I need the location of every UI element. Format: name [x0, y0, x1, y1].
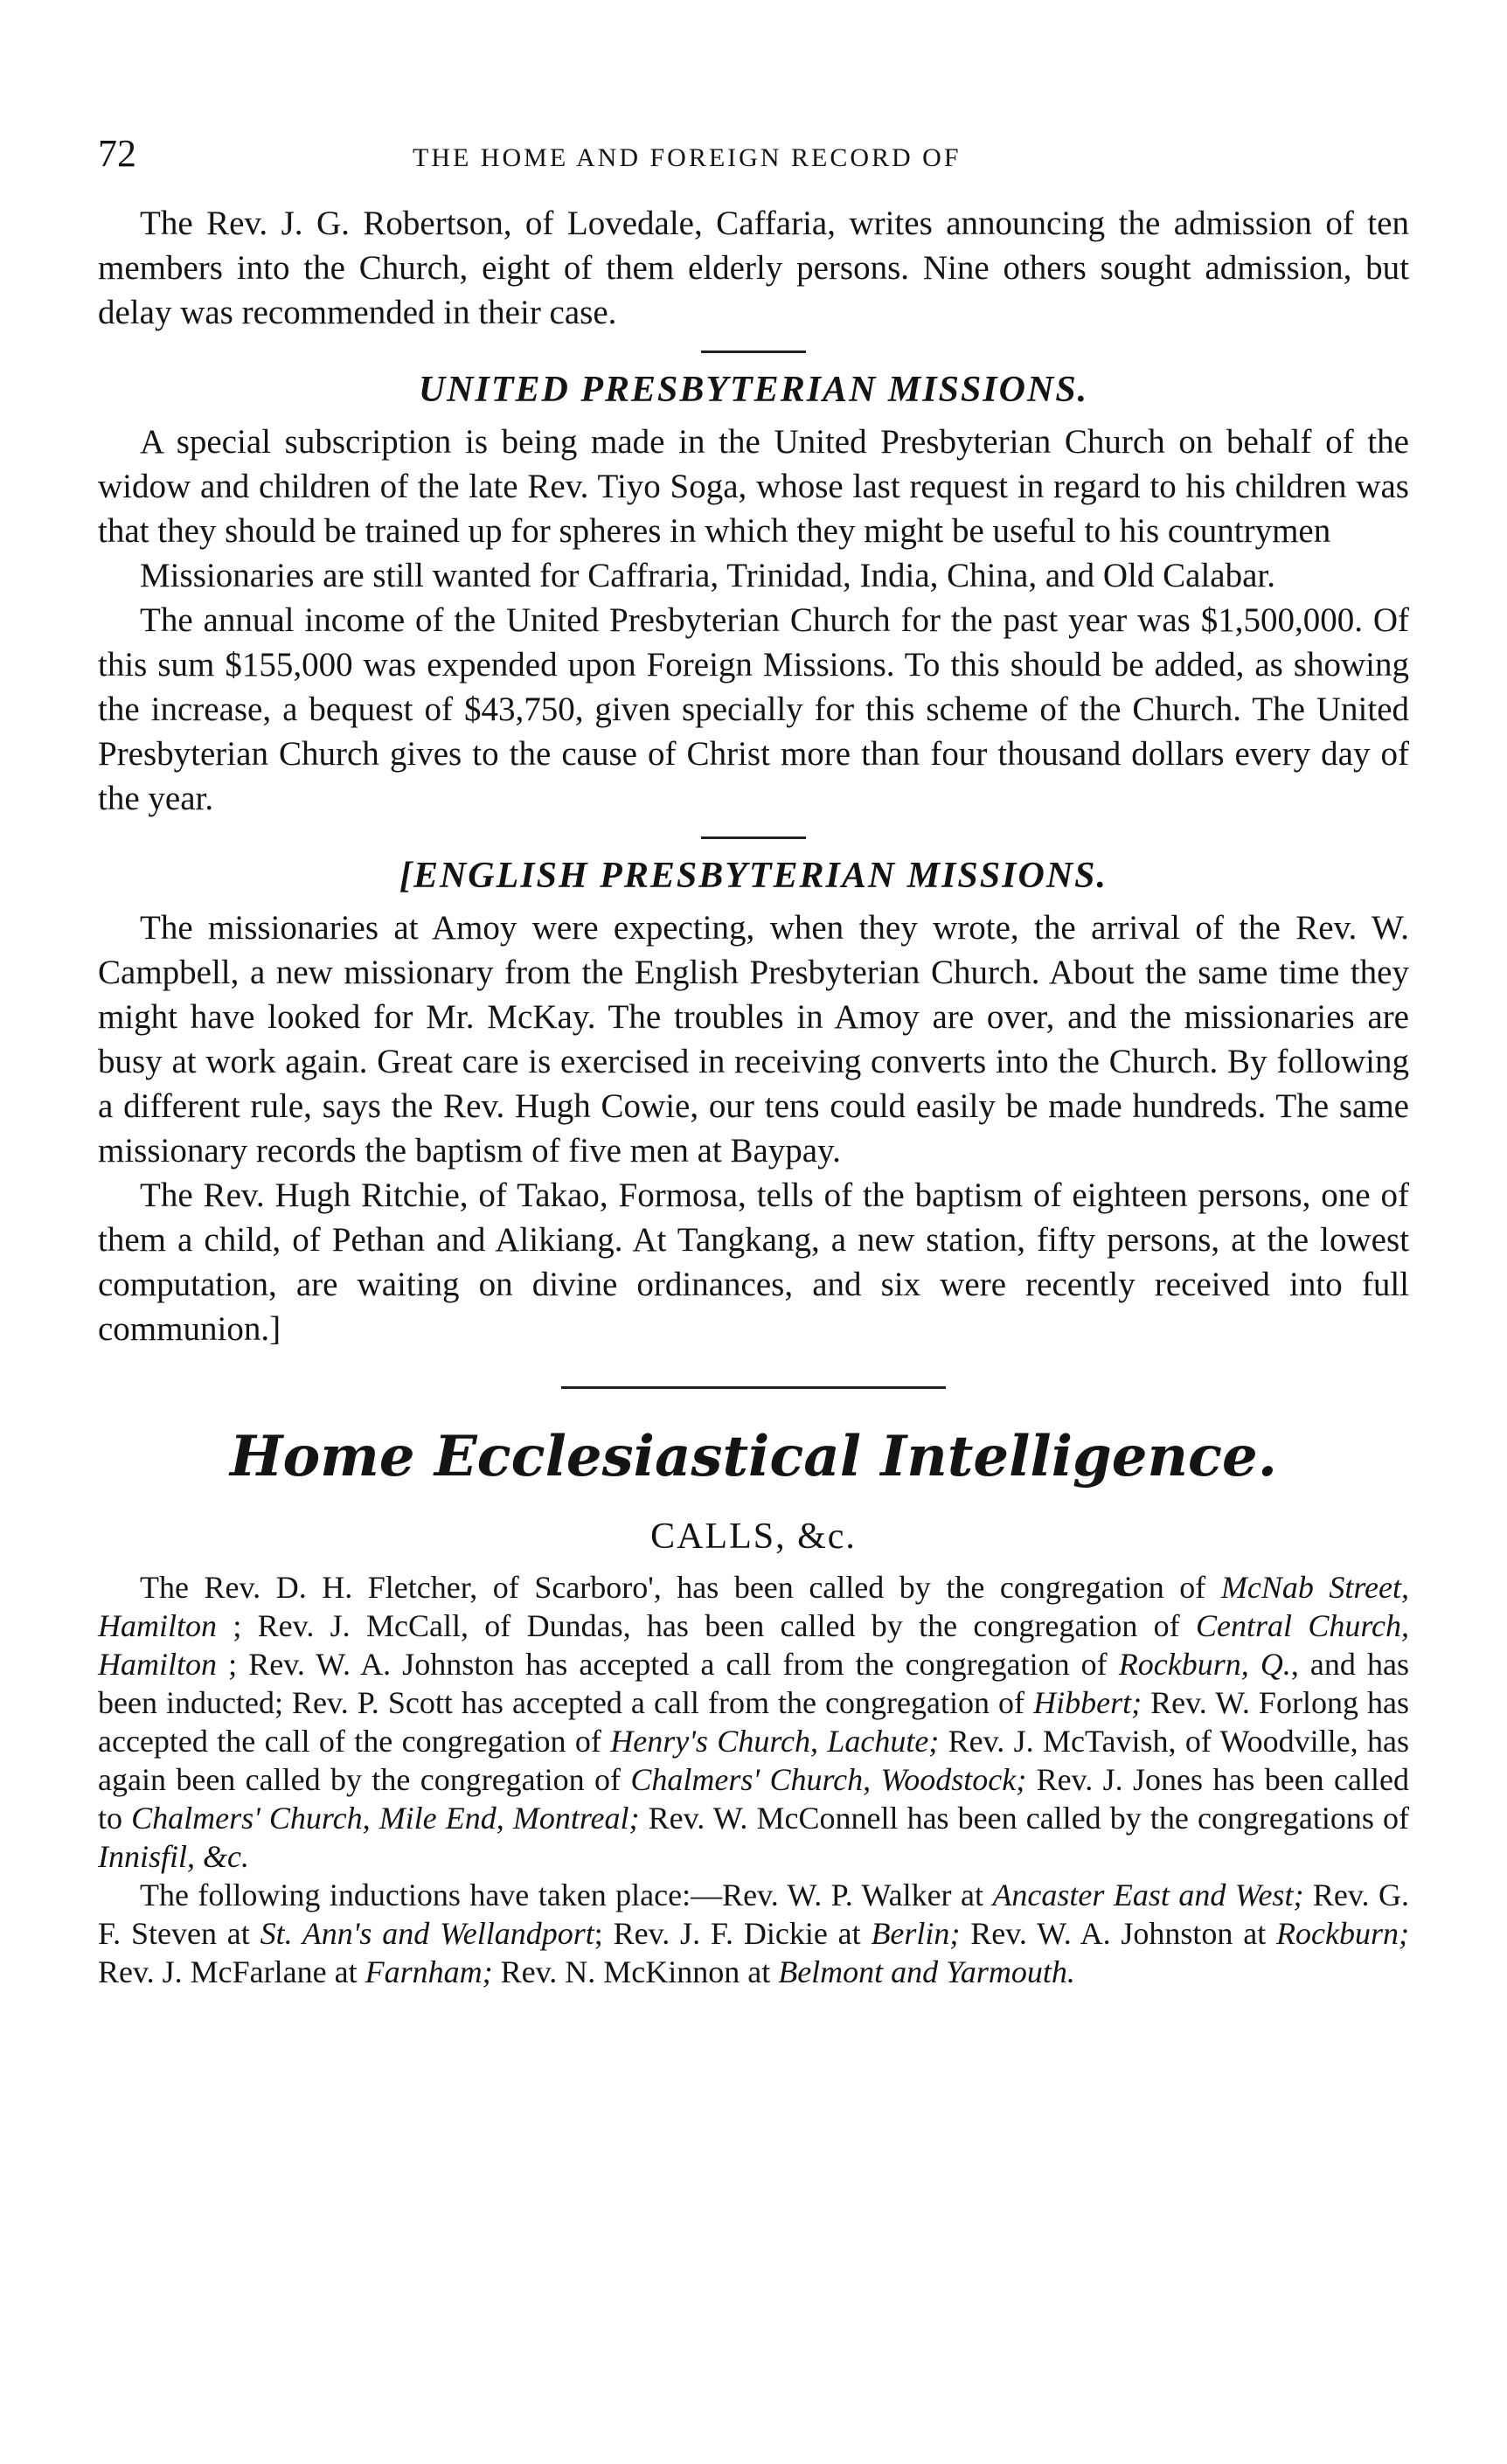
- united-paragraph-2: Missionaries are still wanted for Caffraria, Trinidad, India, China, and Old Calabar.: [140, 557, 1275, 594]
- calls-paragraph: The Rev. D. H. Fletcher, of Scarboro', has been called by the congregation of McNab Street, Hamilton ; Rev. J. McCall, of Dundas, has been called by the congregation of Central Church, Hamilton ; Rev. W. A. Johnston has accepted a call from the congregation of Rockburn, Q., and has been inducted; Rev. P. Scott has accepted a call from the congregation of Hibbert; Rev. W. Forlong has accepted the call of the congregation of Henry's Church, Lachute; Rev. J. McTavish, of Woodville, has again been called by the congregation of Chalmers' Church, Woodstock; Rev. J. Jones has been called to Chalmers' Church, Mile End, Montreal; Rev. W. McConnell has been called by the congregations of Innisfil, &c.: [98, 1570, 1410, 1874]
- united-paragraph-1: A special subscription is being made in the United Presbyterian Church on behalf of the widow and children of the late Rev. Tiyo Soga, whose last request in regard to his children was that they should be trained up for spheres in which they might be useful to his countrymen: [98, 423, 1409, 550]
- home-intelligence-heading: Home Ecclesiastical Intelligence.: [229, 1424, 1278, 1489]
- english-paragraph-1: The missionaries at Amoy were expecting, when they wrote, the arrival of the Rev. W. Campbell, a new missionary from the English Presbyterian Church. About the same time they might have looked for Mr. McKay. The troubles in Amoy are over, and the missionaries are busy at work again. Great care is exercised in receiving converts into the Church. By following a different rule, says the Rev. Hugh Cowie, our tens could easily be made hundreds. The same missionary records the baptism of five men at Baypay.: [98, 909, 1409, 1170]
- major-divider: [561, 1386, 946, 1389]
- united-presbyterian-heading: UNITED PRESBYTERIAN MISSIONS.: [418, 370, 1089, 410]
- calls-heading: CALLS, &c.: [650, 1517, 857, 1557]
- united-paragraph-3: The annual income of the United Presbyterian Church for the past year was $1,500,000. Of this sum $155,000 was expended upon Foreign Missions. To this should be added, as showing the increase, a bequest of $43,750, given specially for this scheme of the Church. The United Presbyterian Church gives to the cause of Christ more than four thousand dollars every day of the year.: [98, 601, 1409, 817]
- section-divider: [701, 351, 806, 353]
- inductions-paragraph: The following inductions have taken place:—Rev. W. P. Walker at Ancaster East and West; Rev. G. F. Steven at St. Ann's and Wellandport; Rev. J. F. Dickie at Berlin; Rev. W. A. Johnston at Rockburn; Rev. J. McFarlane at Farnham; Rev. N. McKinnon at Belmont and Yarmouth.: [98, 1877, 1409, 1989]
- document-page: [98, 131, 1409, 1991]
- running-head: THE HOME AND FOREIGN RECORD OF: [413, 143, 962, 172]
- section-divider: [701, 836, 806, 839]
- intro-paragraph: The Rev. J. G. Robertson, of Lovedale, Caffaria, writes announcing the admission of ten members into the Church, eight of them elderly persons. Nine others sought admission, but delay was recommended in their case.: [98, 205, 1409, 331]
- calls-section: [98, 1568, 1409, 1991]
- english-presbyterian-heading: [ENGLISH PRESBYTERIAN MISSIONS.: [399, 856, 1108, 896]
- page-header: [98, 131, 1409, 201]
- english-paragraph-2: The Rev. Hugh Ritchie, of Takao, Formosa, tells of the baptism of eighteen persons, one of them a child, of Pethan and Alikiang. At Tangkang, a new station, fifty persons, at the lowest computation, are waiting on divine ordinances, and six were recently received into full communion.]: [98, 1176, 1409, 1348]
- page-number: 72: [98, 132, 136, 175]
